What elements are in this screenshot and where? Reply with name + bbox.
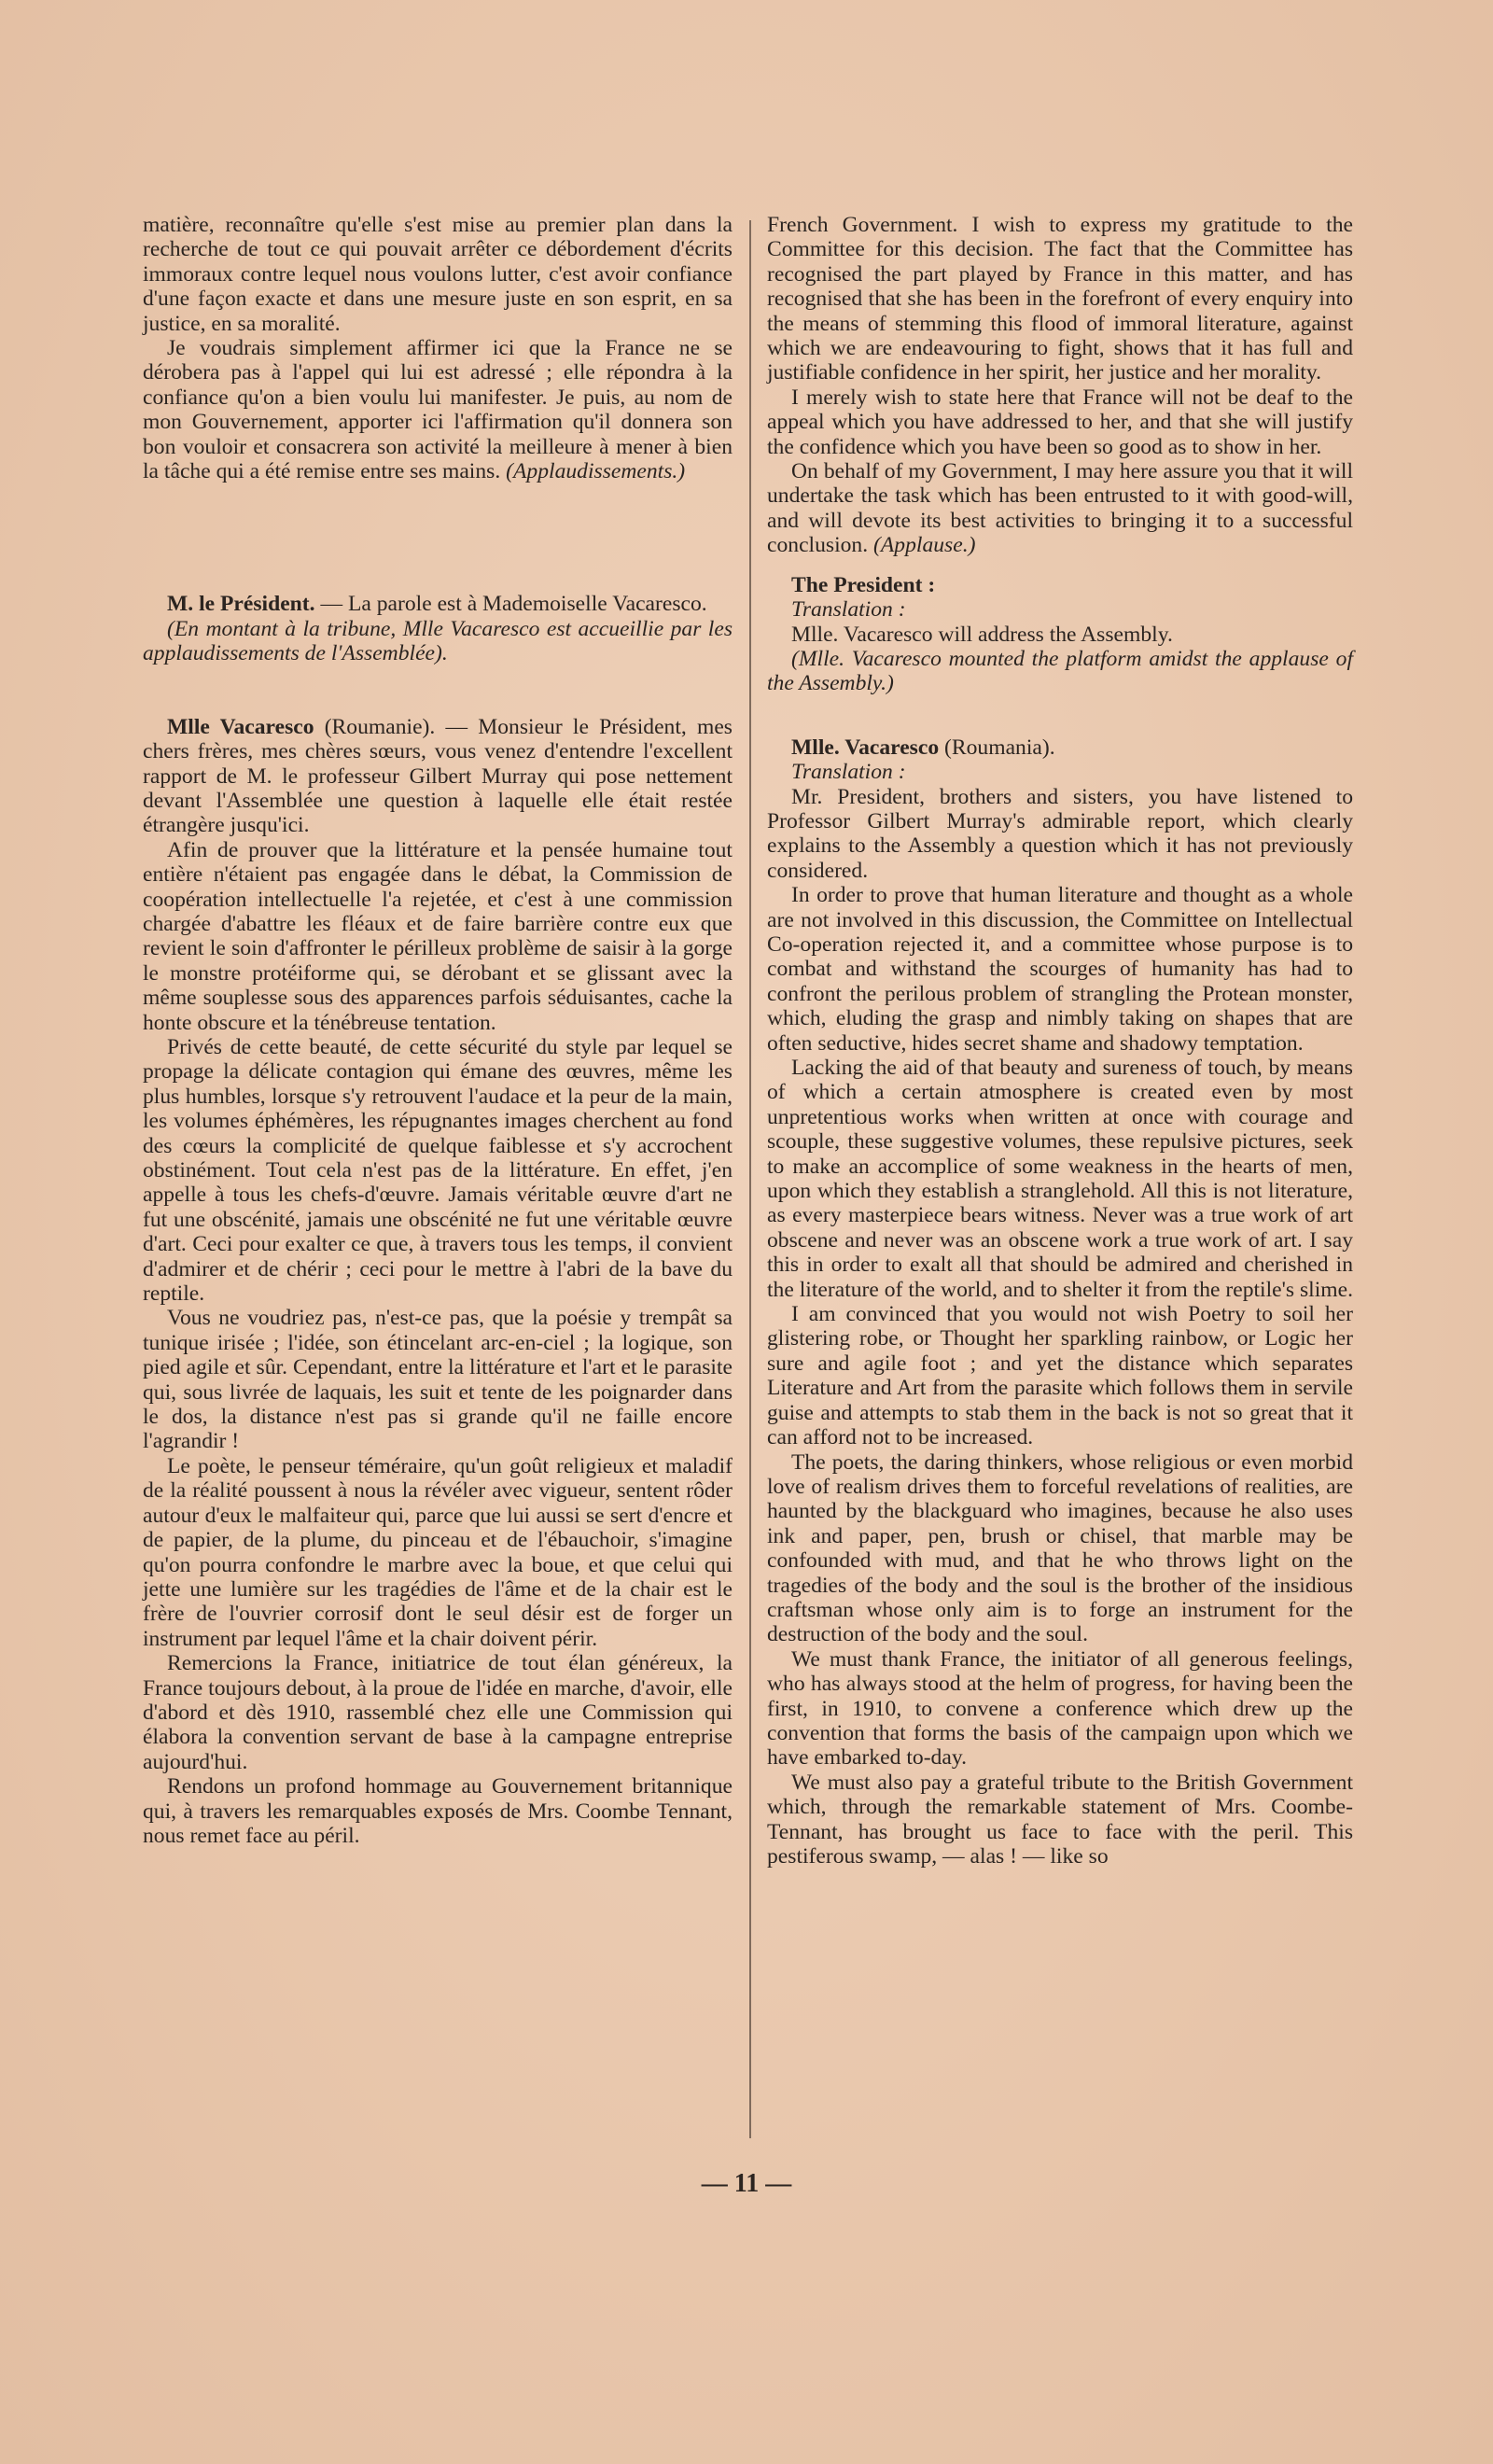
translation-label: Translation : — [791, 597, 906, 623]
vacaresco-speech-opening: Mlle Vacaresco (Roumanie). — Monsieur le Président, mes chers frères, mes chères sœurs, vous venez d'entendre l'excellent rapport de M. le professeur Gilbert Murray qui pose nettement devant l'Assemblée une question à laquelle elle était restée étrangère jusqu'ici. — [143, 714, 733, 838]
column-divider — [749, 220, 751, 2138]
president-remark: M. le Président. — La parole est à Mademoiselle Vacaresco. — [167, 592, 707, 617]
paragraph: I merely wish to state here that France will not be deaf to the appeal which you have addressed to her, and that she will justify the confidence which you have been so good as to show in her. — [767, 385, 1353, 459]
paragraph: Le poète, le penseur téméraire, qu'un goût religieux et maladif de la réalité poussent à nous la révéler avec vigueur, sentent rôder autour d'eux le malfaiteur qui, parce que lui aussi se sert d'encre et de papier, de la plume, du pinceau et de l'ébauchoir, s'imagine qu'on pourra confondre le marbre avec la boue, et que celui qui jette une lumière sur les tragédies de l'âme et de la chair est le frère de l'ouvrier corrosif dont le seul désir est de forger un instrument par lequel l'âme et la chair doivent périr. — [143, 1453, 733, 1651]
paragraph: Remercions la France, initiatrice de tout élan généreux, la France toujours debout, à la proue de l'idée en marche, d'avoir, elle d'abord et dès 1910, rassemblé chez elle une Commission qui élabora la convention servant de base à la campagne entreprise aujourd'hui. — [143, 1651, 733, 1774]
paragraph: matière, reconnaître qu'elle s'est mise au premier plan dans la recherche de tout ce qui pouvait arrêter ce débordement d'écrits immoraux contre lequel nous voulons lutter, c'est avoir confiance d'une façon exacte et dans une mesure juste en son esprit, en sa justice, en sa moralité. — [143, 213, 733, 336]
paragraph: Afin de prouver que la littérature et la pensée humaine tout entière n'étaient pas engagée dans le débat, la Commission de coopération intellectuelle l'a rejetée, et c'est à une commission chargée d'abattre les fléaux et de faire barrière contre eux que revient le soin d'affronter le périlleux problème de saisir à la gorge le monstre protéiforme qui, se dérobant et se glissant avec la même souplesse sous des apparences parfois séduisantes, cache la honte obscure et la ténébreuse tentation. — [143, 837, 733, 1035]
paragraph: Rendons un profond hommage au Gouvernement britannique qui, à travers les remarquables exposés de Mrs. Coombe Tennant, nous remet face au péril. — [143, 1774, 733, 1848]
applause-note: (Applaudissements.) — [506, 459, 686, 484]
paragraph: I am convinced that you would not wish Poetry to soil her glistering robe, or Thought her sparkling rainbow, or Logic her sure and agile foot ; and yet the distance which separates Literature and Art from the parasite which follows them in servile guise and attempts to stab them in the back is not so great that it can afford not to be increased. — [767, 1302, 1353, 1450]
paragraph: Privés de cette beauté, de cette sécurité du style par lequel se propage la délicate contagion qui émane des œuvres, même les plus humbles, lorsque s'y retrouvent l'audace et la peur de la main, les volumes éphémères, les répugnantes images cherchent au fond des cœurs la complicité de quelque faiblesse et s'y accrochent obstinément. Tout cela n'est pas de la littérature. En effet, j'en appelle à tous les chefs-d'œuvre. Jamais véritable œuvre d'art ne fut une obscénité, jamais une obscénité ne fut une véritable œuvre d'art. Ceci pour exalter ce que, à travers tous les temps, il convient d'admirer et de chérir ; ceci pour le mettre à l'abri de la bave du reptile. — [143, 1034, 733, 1307]
stage-direction: (En montant à la tribune, Mlle Vacaresco est accueillie par les applaudissements de l'Assemblée). — [143, 616, 733, 666]
paragraph: Mr. President, brothers and sisters, you have listened to Professor Gilbert Murray's admirable report, which clearly explains to the Assembly a question which it has not previously considered. — [767, 784, 1353, 883]
speaker-name: Mlle. Vacaresco — [791, 735, 940, 760]
applause-note: (Applause.) — [873, 533, 976, 558]
paragraph: French Government. I wish to express my gratitude to the Committee for this decision. The fact that the Committee has recognised the part played by France in this matter, and has recognised that she has been in the forefront of every enquiry into the means of stemming this flood of immoral literature, against which we are endeavouring to fight, shows that it has full and justifiable confidence in her spirit, her justice and her morality. — [767, 213, 1353, 385]
paragraph: Je voudrais simplement affirmer ici que la France ne se dérobera pas à l'appel qui lui est adressé ; elle répondra à la confiance qu'on a bien voulu lui manifester. Je puis, au nom de mon Gouvernement, apporter ici l'affirmation qu'il donnera son bon vouloir et consacrera son activité la meilleure à mener à bien la tâche qui a été remise entre ses mains. (Applaudissements.) — [143, 336, 733, 484]
english-column — [767, 213, 1353, 1869]
speaker-name: M. le Président. — [167, 592, 315, 617]
paragraph: The poets, the daring thinkers, whose religious or even morbid love of realism drives them to forceful revelations of realities, are haunted by the blackguard who imagines, because he also uses ink and paper, pen, brush or chisel, that marble may be confounded with mud, and that he who throws light on the tragedies of the body and the soul is the brother of the insidious craftsman whose only aim is to forge an instrument for the destruction of the body and the soul. — [767, 1449, 1353, 1647]
president-remark: Mlle. Vacaresco will address the Assembly. — [791, 622, 1173, 647]
paragraph: Lacking the aid of that beauty and sureness of touch, by means of which a certain atmosphere is created even by most unpretentious works when written at once with courage and scouple, these suggestive volumes, these repulsive pictures, seek to make an accomplice of some weakness in the hearts of men, upon which they establish a stranglehold. All this is not literature, as every masterpiece bears witness. Never was a true work of art obscene and never was an obscene work a true work of art. I say this in order to exalt all that should be admired and cherished in the literature of the world, and to shelter it from the reptile's slime. — [767, 1056, 1353, 1302]
paragraph: On behalf of my Government, I may here assure you that it will undertake the task which has been entrusted to it with good-will, and will devote its best activities to bringing it to a successful conclusion. (Applause.) — [767, 459, 1353, 558]
speaker-name: Mlle Vacaresco — [167, 714, 314, 739]
speaker-name: The President : — [791, 572, 936, 597]
paragraph: We must also pay a grateful tribute to the British Government which, through the remarkable statement of Mrs. Coombe-Tennant, has brought us face to face with the peril. This pestiferous swamp, — alas ! — like so — [767, 1770, 1353, 1869]
paragraph: Vous ne voudriez pas, n'est-ce pas, que la poésie y trempât sa tunique irisée ; l'idée, son étincelant arc-en-ciel ; la logique, son pied agile et sûr. Cependant, entre la littérature et l'art et le parasite qui, sous livrée de laquais, les suit et tente de les poignarder dans le dos, la distance n'est pas si grande qu'il ne faille encore l'agrandir ! — [143, 1306, 733, 1454]
paragraph: We must thank France, the initiator of all generous feelings, who has always stood at the helm of progress, for having been the first, in 1910, to convene a conference which drew up the convention that forms the basis of the campaign upon which we have embarked to-day. — [767, 1646, 1353, 1771]
french-column — [143, 213, 733, 1848]
stage-direction: (Mlle. Vacaresco mounted the platform amidst the applause of the Assembly.) — [767, 646, 1353, 696]
translation-label: Translation : — [791, 760, 906, 785]
paragraph: In order to prove that human literature and thought as a whole are not involved in this discussion, the Committee on Intellectual Co-operation rejected it, and a committee whose purpose is to combat and withstand the scourges of humanity has had to confront the perilous problem of strangling the Protean monster, which, eluding the grasp and nimbly taking on shapes that are often seductive, hides secret shame and shadowy temptation. — [767, 883, 1353, 1056]
vacaresco-heading: Mlle. Vacaresco (Roumania). — [791, 735, 1055, 760]
page-number: — 11 — — [701, 2169, 792, 2198]
president-heading — [767, 573, 1353, 597]
